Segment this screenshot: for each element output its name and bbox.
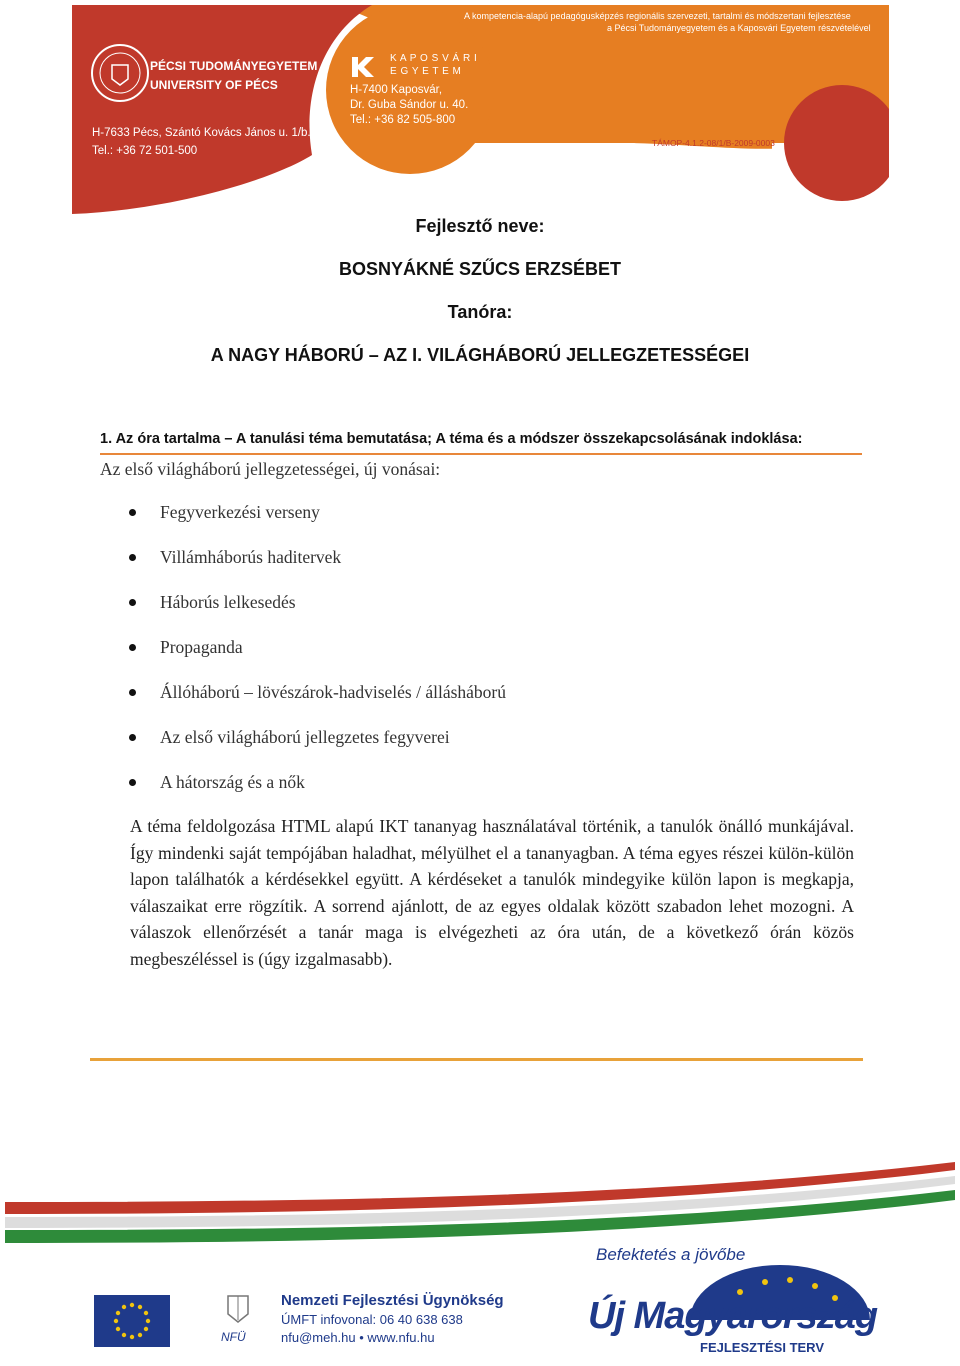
list-item xyxy=(100,545,506,590)
topic-list xyxy=(100,500,506,815)
pte-name-en: UNIVERSITY OF PÉCS xyxy=(150,78,278,92)
list-item-label: Villámháborús haditervek xyxy=(160,547,342,567)
list-item-label: Állóháború – lövészárok-hadviselés / állásháború xyxy=(160,682,507,702)
ke-address-1: H-7400 Kaposvár, xyxy=(350,84,443,96)
ke-name-2: E G Y E T E M xyxy=(390,66,462,77)
section-intro: Az első világháború jellegzetességei, új vonásai: xyxy=(100,459,441,479)
nfu-logo-text: NFÜ xyxy=(221,1330,246,1344)
ke-address-2: Dr. Guba Sándor u. 40. xyxy=(350,99,469,111)
contact: nfu@meh.hu • www.nfu.hu xyxy=(281,1330,435,1345)
project-code: TÁMOP-4.1.2-08/1/B-2009-0003 xyxy=(652,138,775,148)
slogan: Befektetés a jövőbe xyxy=(596,1245,746,1264)
bullet-icon xyxy=(129,599,136,606)
lesson-title: A NAGY HÁBORÚ – AZ I. VILÁGHÁBORÚ JELLEGZETESSÉGEI xyxy=(210,345,750,365)
list-item xyxy=(100,500,506,545)
pte-seal-icon xyxy=(90,43,150,103)
list-item-label: Propaganda xyxy=(160,637,243,657)
body-paragraph: A téma feldolgozása HTML alapú IKT tananyag használatával történik, a tanulók önálló munkájával. Így mindenki saját tempójában haladhat, mélyülhet el a tananyagban. A téma egyes részei külön-külön lapon találhatók a kérdésekkel együtt. A kérdéseket a tanulók mindegyike külön lapon is megkapja, válaszaikat erre rögzítik. A sorrend ajánlott, de az egyes oldalak között szabadon lehet mozogni. A válaszok ellenőrzését a tanár maga is elvégezheti az óra után, de a következő órán közös megbeszéléssel is (úgy izgalmasabb). xyxy=(130,816,854,969)
list-item-label: Háborús lelkesedés xyxy=(160,592,296,612)
list-item xyxy=(100,635,506,680)
banner-top-line-1: A kompetencia-alapú pedagógusképzés regionális szervezeti, tartalmi és módszertani fejlesztése xyxy=(464,11,851,21)
bottom-divider xyxy=(90,1058,863,1061)
bullet-icon xyxy=(129,779,136,786)
brand-name: Új Magyarország xyxy=(588,1295,878,1337)
bullet-icon xyxy=(129,734,136,741)
list-item xyxy=(100,590,506,635)
ke-phone: Tel.: +36 82 505-800 xyxy=(350,114,456,126)
ke-name-1: K A P O S V Á R I xyxy=(390,53,478,64)
list-item xyxy=(100,725,506,770)
developer-name: BOSNYÁKNÉ SZŰCS ERZSÉBET xyxy=(338,259,622,279)
flag-swoosh-icon xyxy=(0,1150,960,1250)
footer xyxy=(0,1150,960,1366)
banner-top-line-2: a Pécsi Tudományegyetem és a Kaposvári Egyetem részvételével xyxy=(607,23,871,33)
header-banner xyxy=(72,5,889,214)
eu-flag-icon xyxy=(94,1295,170,1347)
bullet-icon xyxy=(129,689,136,696)
section-heading: 1. Az óra tartalma – A tanulási téma bemutatása; A téma és a módszer összekapcsolásának indoklása: xyxy=(100,431,803,447)
bullet-icon xyxy=(129,554,136,561)
bullet-icon xyxy=(129,644,136,651)
pte-address: H-7633 Pécs, Szántó Kovács János u. 1/b. xyxy=(92,127,311,139)
pte-phone: Tel.: +36 72 501-500 xyxy=(92,145,198,157)
list-item-label: Fegyverkezési verseny xyxy=(160,502,320,522)
pte-name-hu: PÉCSI TUDOMÁNYEGYETEM xyxy=(150,59,318,73)
infoline: ÚMFT infovonal: 06 40 638 638 xyxy=(281,1312,463,1327)
lesson-label: Tanóra: xyxy=(447,302,513,322)
list-item-label: A hátország és a nők xyxy=(160,772,305,792)
list-item xyxy=(100,680,506,725)
plan-name: FEJLESZTÉSI TERV xyxy=(700,1340,825,1355)
ke-logo-icon xyxy=(350,55,380,79)
bullet-icon xyxy=(129,509,136,516)
nfu-crest-icon xyxy=(220,1290,256,1330)
agency-name: Nemzeti Fejlesztési Ügynökség xyxy=(281,1292,504,1309)
section-divider xyxy=(100,453,862,455)
list-item-label: Az első világháború jellegzetes fegyverei xyxy=(160,727,450,747)
banner-background xyxy=(72,5,889,214)
developer-label: Fejlesztő neve: xyxy=(415,216,545,236)
list-item xyxy=(100,770,506,815)
